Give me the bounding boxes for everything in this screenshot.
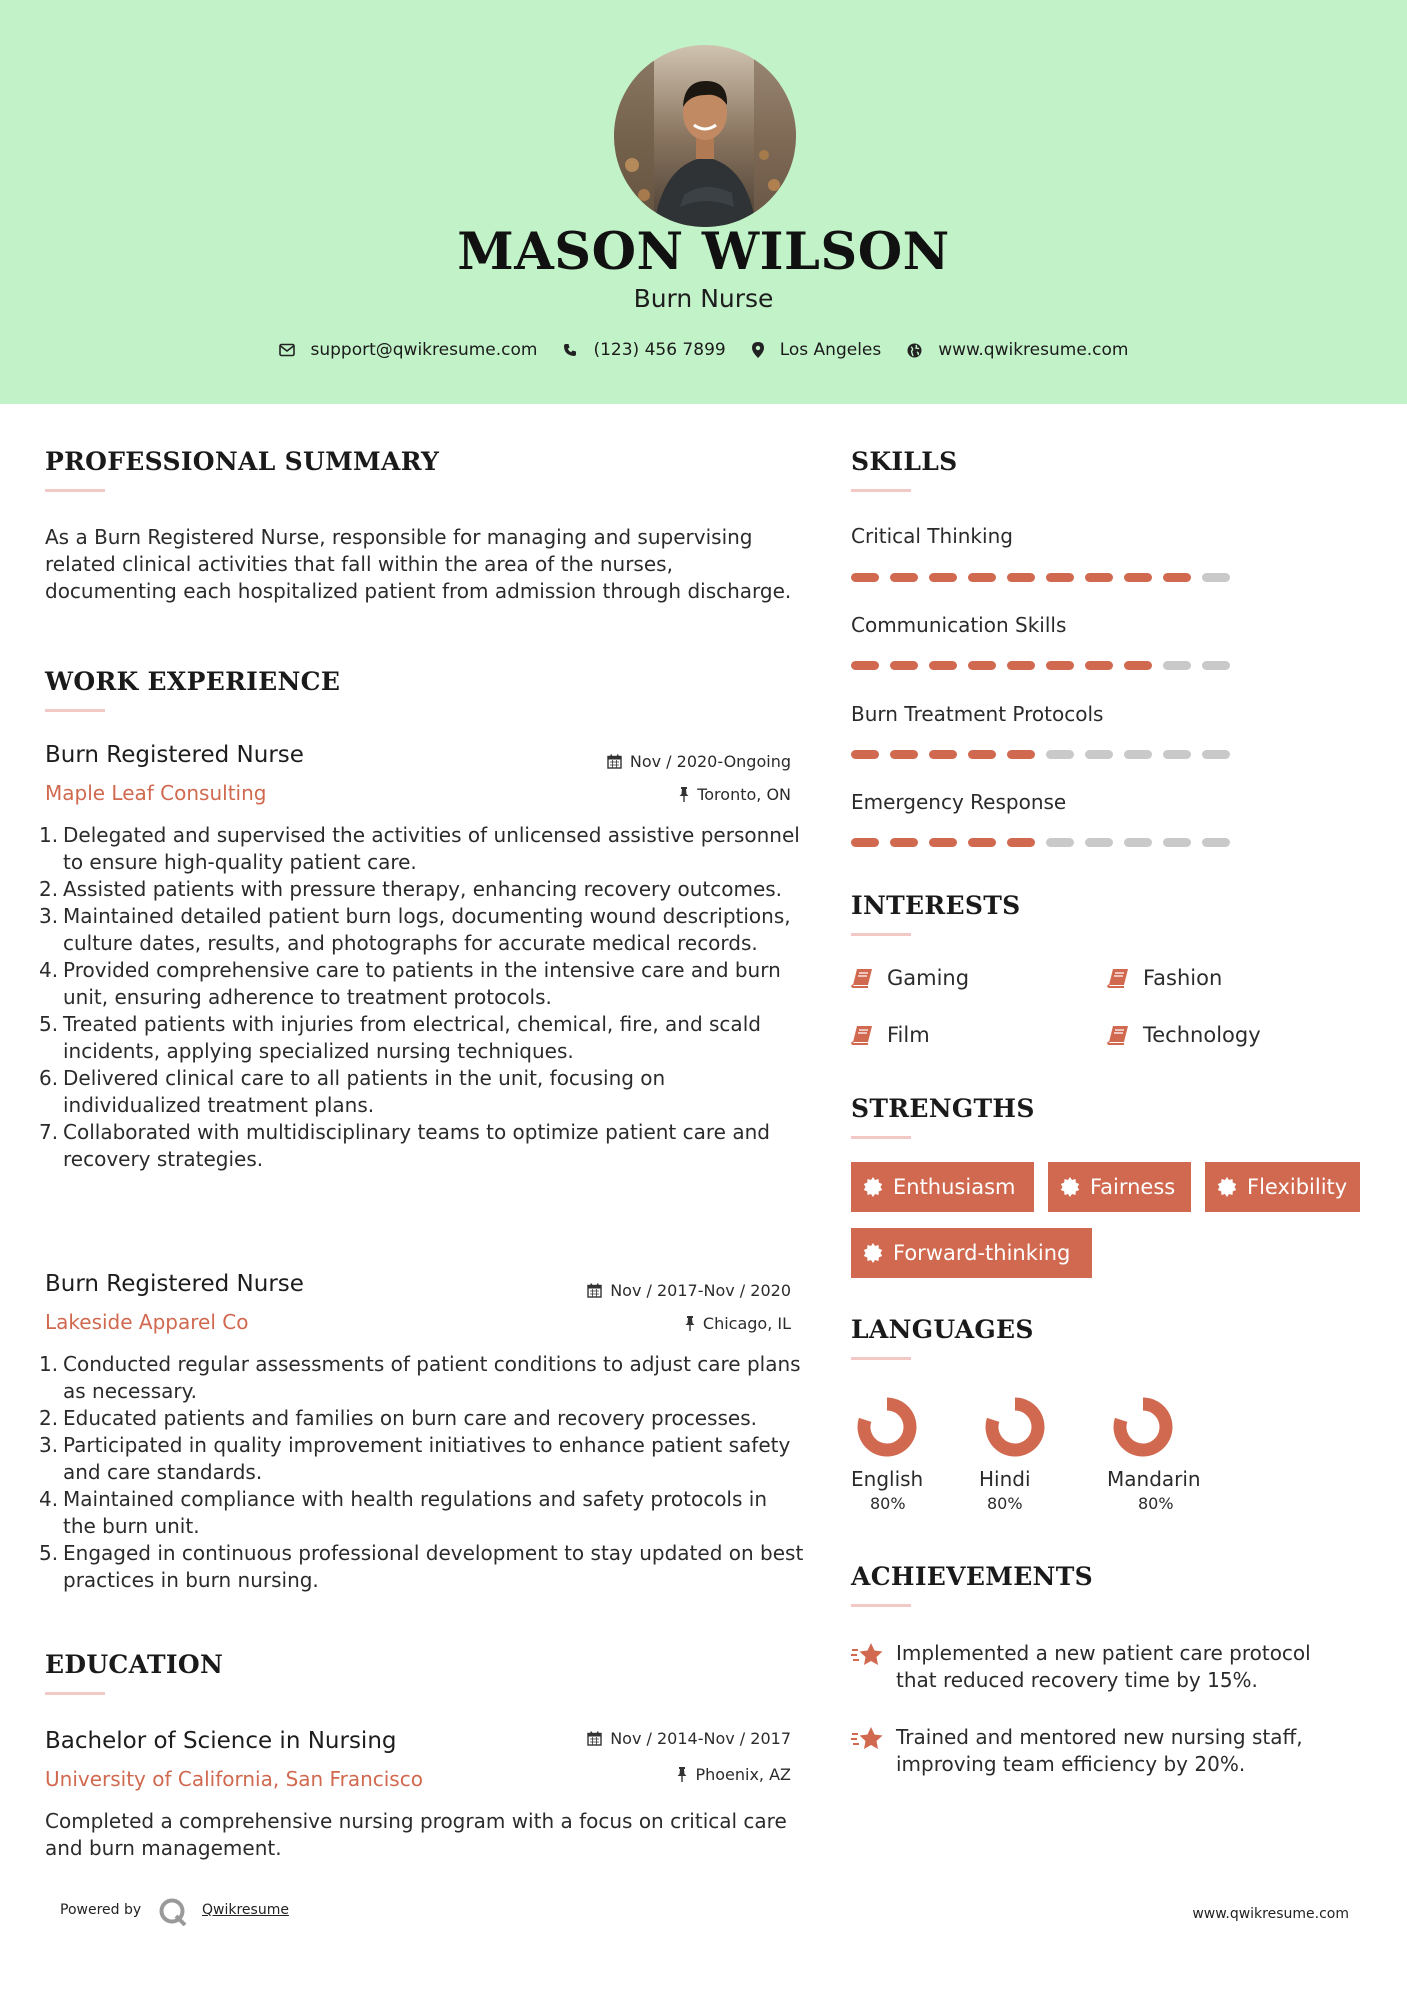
interests-heading: INTERESTS — [851, 891, 1021, 920]
language-percent: 80% — [987, 1494, 1023, 1513]
badge-icon — [863, 1243, 883, 1263]
candidate-title: Burn Nurse — [633, 284, 774, 313]
job-dates — [587, 1281, 791, 1300]
strength-chip: Fairness — [1048, 1162, 1191, 1212]
language-percent: 80% — [870, 1494, 906, 1513]
rating-dot-empty — [1085, 750, 1113, 759]
skill-name: Emergency Response — [851, 790, 1067, 814]
book-icon — [1107, 1025, 1129, 1045]
interests-underline — [851, 933, 911, 936]
list-item: 4. Maintained compliance with health regulations and safety protocols in the burn unit. — [39, 1487, 767, 1538]
achievement-item: Trained and mentored new nursing staff, improving team efficiency by 20%. — [851, 1724, 1331, 1778]
rating-dot-filled — [1124, 661, 1152, 670]
rating-dot-filled — [1046, 661, 1074, 670]
contact-website[interactable] — [907, 340, 1128, 360]
language-gauge-arc — [864, 1404, 910, 1450]
language-name: Mandarin — [1107, 1467, 1201, 1491]
rating-dot-filled — [1163, 573, 1191, 582]
skill-rating — [851, 750, 1241, 759]
calendar-icon — [587, 1731, 602, 1746]
skill-name: Communication Skills — [851, 613, 1067, 637]
location-text: Los Angeles — [779, 340, 882, 360]
achievement-item: Implemented a new patient care protocol that reduced recovery time by 15%. — [851, 1640, 1331, 1694]
rating-dot-filled — [1046, 573, 1074, 582]
language-name: English — [851, 1467, 924, 1491]
education-dates-text: Nov / 2014-Nov / 2017 — [610, 1729, 791, 1748]
badge-icon — [1217, 1177, 1237, 1197]
rating-dot-filled — [929, 573, 957, 582]
phone-icon — [563, 343, 577, 357]
list-item: 2. Assisted patients with pressure therapy, enhancing recovery outcomes. — [39, 877, 783, 901]
job-location — [685, 1314, 791, 1333]
resume-header — [0, 0, 1407, 404]
phone-text[interactable]: (123) 456 7899 — [593, 340, 726, 360]
rating-dot-empty — [1046, 838, 1074, 847]
language-gauge-arc — [1120, 1404, 1166, 1450]
list-item: 5. Engaged in continuous professional development to stay updated on best practices in burn nursing. — [39, 1541, 804, 1592]
strength-chip: Flexibility — [1205, 1162, 1360, 1212]
rating-dot-filled — [968, 838, 996, 847]
rating-dot-filled — [851, 750, 879, 759]
rating-dot-filled — [890, 573, 918, 582]
degree-title: Bachelor of Science in Nursing — [45, 1728, 397, 1754]
rating-dot-filled — [1085, 573, 1113, 582]
education-text: Completed a comprehensive nursing program with a focus on critical care and burn management. — [45, 1809, 787, 1860]
rating-dot-filled — [968, 573, 996, 582]
calendar-icon — [607, 754, 622, 769]
list-item: 2. Educated patients and families on burn care and recovery processes. — [39, 1406, 757, 1430]
job-bullets — [39, 1351, 805, 1594]
education-location — [677, 1765, 791, 1784]
rating-dot-filled — [929, 750, 957, 759]
skill-rating — [851, 573, 1241, 582]
rating-dot-filled — [1007, 573, 1035, 582]
job-title: Burn Registered Nurse — [45, 1271, 304, 1297]
skill-name: Critical Thinking — [851, 524, 1013, 548]
education-dates — [587, 1729, 791, 1748]
company-name: Lakeside Apparel Co — [45, 1310, 249, 1334]
star-icon — [851, 1642, 885, 1668]
rating-dot-filled — [968, 661, 996, 670]
badge-icon — [863, 1177, 883, 1197]
pin-icon — [677, 1767, 687, 1782]
languages-heading: LANGUAGES — [851, 1315, 1034, 1344]
list-item: 3. Participated in quality improvement initiatives to enhance patient safety and care standards. — [39, 1433, 791, 1484]
education-underline — [45, 1692, 105, 1695]
rating-dot-filled — [1007, 838, 1035, 847]
skill-rating — [851, 661, 1241, 670]
rating-dot-filled — [1085, 661, 1113, 670]
skills-heading: SKILLS — [851, 447, 958, 476]
globe-icon — [907, 343, 922, 358]
candidate-name: MASON WILSON — [457, 222, 950, 282]
job-bullets — [39, 822, 805, 1173]
rating-dot-empty — [1163, 661, 1191, 670]
list-item: 6. Delivered clinical care to all patients in the unit, focusing on individualized treatment plans. — [39, 1066, 666, 1117]
pin-icon — [679, 787, 689, 802]
experience-heading: WORK EXPERIENCE — [45, 667, 341, 696]
avatar — [614, 45, 796, 227]
list-item: 4. Provided comprehensive care to patients in the intensive care and burn unit, ensuring adherence to treatment protocols. — [39, 958, 781, 1009]
website-text[interactable]: www.qwikresume.com — [938, 340, 1129, 360]
skill-rating — [851, 838, 1241, 847]
rating-dot-filled — [890, 750, 918, 759]
pin-icon — [685, 1316, 695, 1331]
languages-underline — [851, 1357, 911, 1360]
school-name: University of California, San Francisco — [45, 1767, 423, 1791]
rating-dot-empty — [1163, 838, 1191, 847]
list-item: 1. Conducted regular assessments of patient conditions to adjust care plans as necessary. — [39, 1352, 801, 1403]
contact-email[interactable] — [279, 340, 538, 360]
rating-dot-filled — [968, 750, 996, 759]
list-item: 1. Delegated and supervised the activities of unlicensed assistive personnel to ensure high-quality patient care. — [39, 823, 800, 874]
rating-dot-filled — [851, 573, 879, 582]
rating-dot-empty — [1124, 750, 1152, 759]
contact-bar — [0, 337, 1407, 363]
contact-location — [752, 340, 882, 360]
rating-dot-empty — [1202, 573, 1230, 582]
strength-chip: Enthusiasm — [851, 1162, 1034, 1212]
skills-underline — [851, 489, 911, 492]
job-title: Burn Registered Nurse — [45, 742, 304, 768]
summary-heading: PROFESSIONAL SUMMARY — [45, 447, 440, 476]
map-marker-icon — [752, 342, 764, 358]
list-item: 7. Collaborated with multidisciplinary teams to optimize patient care and recovery strategies. — [39, 1120, 770, 1171]
interest-item: Film — [851, 1023, 930, 1047]
powered-by-label: Powered by — [60, 1902, 142, 1918]
rating-dot-empty — [1124, 838, 1152, 847]
summary-text: As a Burn Registered Nurse, responsible for managing and supervising related clinical activities that fall within the area of the nurses, documenting each hospitalized patient from admission through discharge. — [45, 525, 792, 603]
email-text[interactable]: support@qwikresume.com — [310, 340, 538, 360]
language-percent: 80% — [1138, 1494, 1174, 1513]
achievements-heading: ACHIEVEMENTS — [851, 1562, 1093, 1591]
book-icon — [1107, 968, 1129, 988]
job-location — [679, 785, 791, 804]
interest-item: Gaming — [851, 966, 969, 990]
language-gauge — [855, 1395, 919, 1459]
language-gauge-arc — [992, 1404, 1038, 1450]
education-heading: EDUCATION — [45, 1650, 224, 1679]
job-dates — [607, 752, 791, 771]
footer-url[interactable]: www.qwikresume.com — [1192, 1906, 1349, 1922]
book-icon — [851, 968, 873, 988]
rating-dot-filled — [851, 661, 879, 670]
education-location-text: Phoenix, AZ — [695, 1765, 791, 1784]
rating-dot-empty — [1202, 661, 1230, 670]
rating-dot-empty — [1085, 838, 1113, 847]
rating-dot-filled — [890, 661, 918, 670]
qwikresume-logo-icon[interactable] — [158, 1898, 188, 1926]
achievements-underline — [851, 1604, 911, 1607]
rating-dot-empty — [1202, 838, 1230, 847]
star-icon — [851, 1726, 885, 1752]
skill-name: Burn Treatment Protocols — [851, 702, 1104, 726]
calendar-icon — [587, 1283, 602, 1298]
job-dates-text: Nov / 2017-Nov / 2020 — [610, 1281, 791, 1300]
job-dates-text: Nov / 2020-Ongoing — [629, 752, 791, 771]
rating-dot-filled — [929, 838, 957, 847]
language-gauge — [1111, 1395, 1175, 1459]
strengths-heading: STRENGTHS — [851, 1094, 1035, 1123]
strengths-underline — [851, 1136, 911, 1139]
envelope-icon — [279, 343, 295, 357]
list-item: 5. Treated patients with injuries from electrical, chemical, fire, and scald incidents, applying specialized nursing techniques. — [39, 1012, 761, 1063]
language-gauge — [983, 1395, 1047, 1459]
brand-link[interactable]: Qwikresume — [202, 1902, 289, 1918]
rating-dot-filled — [1007, 750, 1035, 759]
language-name: Hindi — [979, 1467, 1031, 1491]
book-icon — [851, 1025, 873, 1045]
summary-underline — [45, 489, 105, 492]
rating-dot-filled — [1124, 573, 1152, 582]
rating-dot-filled — [1007, 661, 1035, 670]
experience-underline — [45, 709, 105, 712]
badge-icon — [1060, 1177, 1080, 1197]
rating-dot-empty — [1163, 750, 1191, 759]
list-item: 3. Maintained detailed patient burn logs, documenting wound descriptions, culture dates, results, and photographs for accurate medical records. — [39, 904, 791, 955]
rating-dot-filled — [851, 838, 879, 847]
contact-phone[interactable] — [563, 340, 725, 360]
interest-item: Fashion — [1107, 966, 1222, 990]
rating-dot-filled — [929, 661, 957, 670]
job-location-text: Chicago, IL — [702, 1314, 791, 1333]
job-location-text: Toronto, ON — [697, 785, 791, 804]
strength-chip: Forward-thinking — [851, 1228, 1092, 1278]
interest-item: Technology — [1107, 1023, 1261, 1047]
company-name: Maple Leaf Consulting — [45, 781, 267, 805]
rating-dot-filled — [890, 838, 918, 847]
rating-dot-empty — [1202, 750, 1230, 759]
rating-dot-empty — [1046, 750, 1074, 759]
